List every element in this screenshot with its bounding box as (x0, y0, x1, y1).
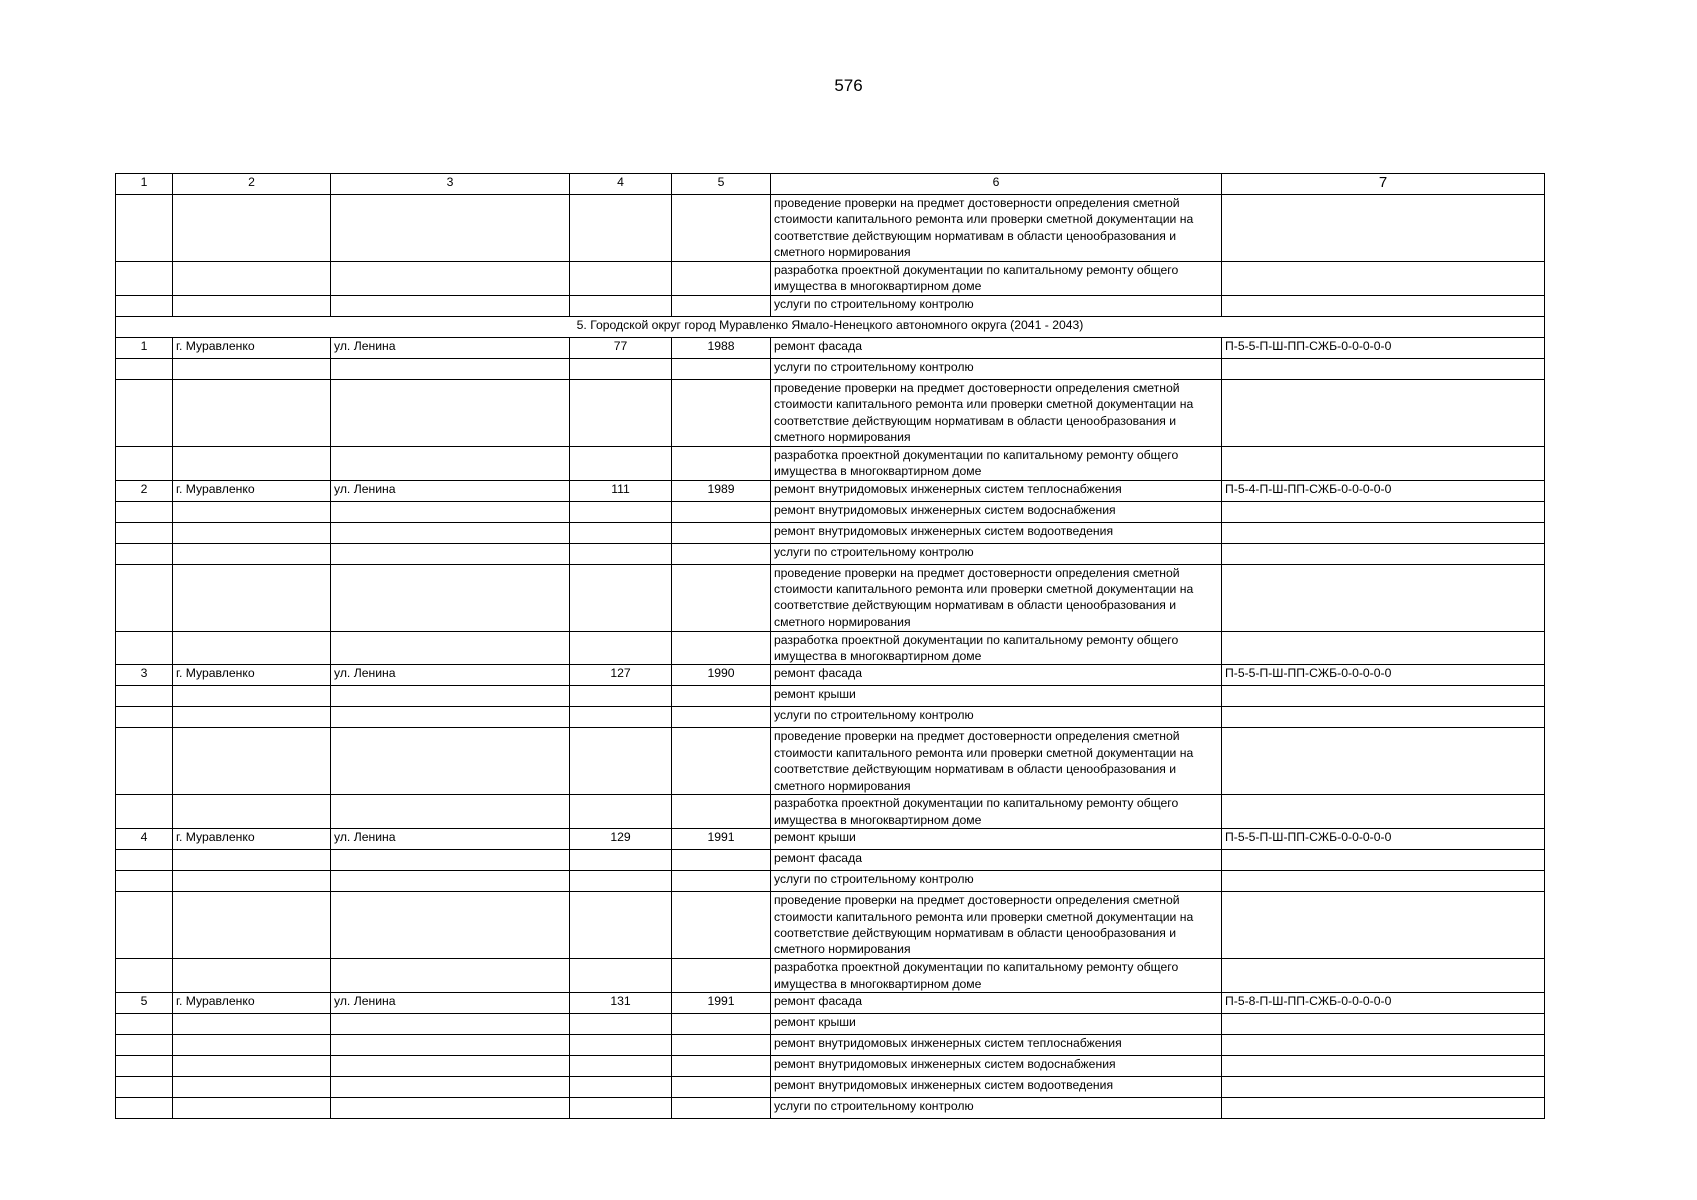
work-type: услуги по строительному контролю (771, 295, 1222, 316)
work-type: проведение проверки на предмет достоверности определения сметной стоимости капитального ремонта или проверки сметной документации на соответствие действующим нормативам в области ценообразования и сметного нормирования (771, 379, 1222, 446)
table-row (116, 959, 1545, 993)
house-year: 1990 (672, 665, 771, 686)
table-row (116, 543, 1545, 564)
house-year: 1988 (672, 337, 771, 358)
house-code: П-5-5-П-Ш-ПП-СЖБ-0-0-0-0-0 (1222, 337, 1545, 358)
house-city: г. Муравленко (173, 665, 331, 686)
work-type: ремонт фасада (771, 993, 1222, 1014)
house-building: 129 (570, 829, 672, 850)
table-row (116, 795, 1545, 829)
table-row (116, 850, 1545, 871)
column-number-7: 7 (1222, 174, 1545, 195)
table-row (116, 379, 1545, 446)
table-row (116, 631, 1545, 665)
house-number: 1 (116, 337, 173, 358)
house-street: ул. Ленина (331, 665, 570, 686)
table-row (116, 892, 1545, 959)
column-number-4: 4 (570, 174, 672, 195)
house-city: г. Муравленко (173, 337, 331, 358)
work-type: ремонт внутридомовых инженерных систем водоснабжения (771, 1056, 1222, 1077)
table-row (116, 501, 1545, 522)
work-type: проведение проверки на предмет достоверности определения сметной стоимости капитального ремонта или проверки сметной документации на соответствие действующим нормативам в области ценообразования и сметного нормирования (771, 195, 1222, 262)
work-type: проведение проверки на предмет достоверности определения сметной стоимости капитального ремонта или проверки сметной документации на соответствие действующим нормативам в области ценообразования и сметного нормирования (771, 892, 1222, 959)
table-row (116, 358, 1545, 379)
house-city: г. Муравленко (173, 480, 331, 501)
table-row (116, 829, 1545, 850)
work-type: проведение проверки на предмет достоверности определения сметной стоимости капитального ремонта или проверки сметной документации на соответствие действующим нормативам в области ценообразования и сметного нормирования (771, 728, 1222, 795)
work-type: услуги по строительному контролю (771, 707, 1222, 728)
work-type: разработка проектной документации по капитальному ремонту общего имущества в многоквартирном доме (771, 959, 1222, 993)
table-row (116, 564, 1545, 631)
table-row (116, 728, 1545, 795)
work-type: ремонт крыши (771, 829, 1222, 850)
house-street: ул. Ленина (331, 480, 570, 501)
table-row (116, 1077, 1545, 1098)
table-row (116, 295, 1545, 316)
work-type: ремонт внутридомовых инженерных систем водоотведения (771, 1077, 1222, 1098)
house-number: 5 (116, 993, 173, 1014)
column-number-6: 6 (771, 174, 1222, 195)
table-row (116, 1098, 1545, 1119)
work-type: услуги по строительному контролю (771, 358, 1222, 379)
work-type: ремонт внутридомовых инженерных систем водоснабжения (771, 501, 1222, 522)
house-code: П-5-5-П-Ш-ПП-СЖБ-0-0-0-0-0 (1222, 665, 1545, 686)
table-row (116, 993, 1545, 1014)
house-city: г. Муравленко (173, 829, 331, 850)
column-number-2: 2 (173, 174, 331, 195)
house-street: ул. Ленина (331, 337, 570, 358)
house-street: ул. Ленина (331, 829, 570, 850)
page-number: 576 (834, 76, 863, 95)
column-number-5: 5 (672, 174, 771, 195)
work-type: ремонт фасада (771, 337, 1222, 358)
work-type: разработка проектной документации по капитальному ремонту общего имущества в многоквартирном доме (771, 631, 1222, 665)
house-code: П-5-4-П-Ш-ПП-СЖБ-0-0-0-0-0 (1222, 480, 1545, 501)
table-row (116, 1056, 1545, 1077)
work-type: ремонт внутридомовых инженерных систем водоотведения (771, 522, 1222, 543)
house-year: 1991 (672, 993, 771, 1014)
house-building: 77 (570, 337, 672, 358)
group-title: 5. Городской округ город Муравленко Ямало-Ненецкого автономного округа (2041 - 2043) (116, 316, 1545, 337)
house-code: П-5-5-П-Ш-ПП-СЖБ-0-0-0-0-0 (1222, 829, 1545, 850)
work-type: ремонт внутридомовых инженерных систем теплоснабжения (771, 480, 1222, 501)
repair-register-table (115, 173, 1545, 1119)
house-city: г. Муравленко (173, 993, 331, 1014)
table-row (116, 1035, 1545, 1056)
work-type: разработка проектной документации по капитальному ремонту общего имущества в многоквартирном доме (771, 446, 1222, 480)
work-type: услуги по строительному контролю (771, 543, 1222, 564)
house-number: 2 (116, 480, 173, 501)
work-type: услуги по строительному контролю (771, 1098, 1222, 1119)
house-building: 111 (570, 480, 672, 501)
work-type: разработка проектной документации по капитальному ремонту общего имущества в многоквартирном доме (771, 795, 1222, 829)
table-row (116, 1014, 1545, 1035)
group-row (116, 316, 1545, 337)
table-row (116, 871, 1545, 892)
table-row (116, 665, 1545, 686)
work-type: ремонт фасада (771, 850, 1222, 871)
work-type: разработка проектной документации по капитальному ремонту общего имущества в многоквартирном доме (771, 262, 1222, 296)
table-row (116, 262, 1545, 296)
column-number-3: 3 (331, 174, 570, 195)
house-street: ул. Ленина (331, 993, 570, 1014)
house-number: 4 (116, 829, 173, 850)
house-number: 3 (116, 665, 173, 686)
table-row (116, 522, 1545, 543)
house-building: 127 (570, 665, 672, 686)
column-number-row (116, 174, 1545, 195)
table-row (116, 707, 1545, 728)
table-row (116, 686, 1545, 707)
work-type: ремонт крыши (771, 686, 1222, 707)
work-type: услуги по строительному контролю (771, 871, 1222, 892)
house-year: 1989 (672, 480, 771, 501)
work-type: ремонт внутридомовых инженерных систем теплоснабжения (771, 1035, 1222, 1056)
column-number-1: 1 (116, 174, 173, 195)
house-year: 1991 (672, 829, 771, 850)
house-code: П-5-8-П-Ш-ПП-СЖБ-0-0-0-0-0 (1222, 993, 1545, 1014)
table-row (116, 195, 1545, 262)
table-row (116, 337, 1545, 358)
work-type: проведение проверки на предмет достоверности определения сметной стоимости капитального ремонта или проверки сметной документации на соответствие действующим нормативам в области ценообразования и сметного нормирования (771, 564, 1222, 631)
work-type: ремонт крыши (771, 1014, 1222, 1035)
table-row (116, 480, 1545, 501)
house-building: 131 (570, 993, 672, 1014)
work-type: ремонт фасада (771, 665, 1222, 686)
table-row (116, 446, 1545, 480)
